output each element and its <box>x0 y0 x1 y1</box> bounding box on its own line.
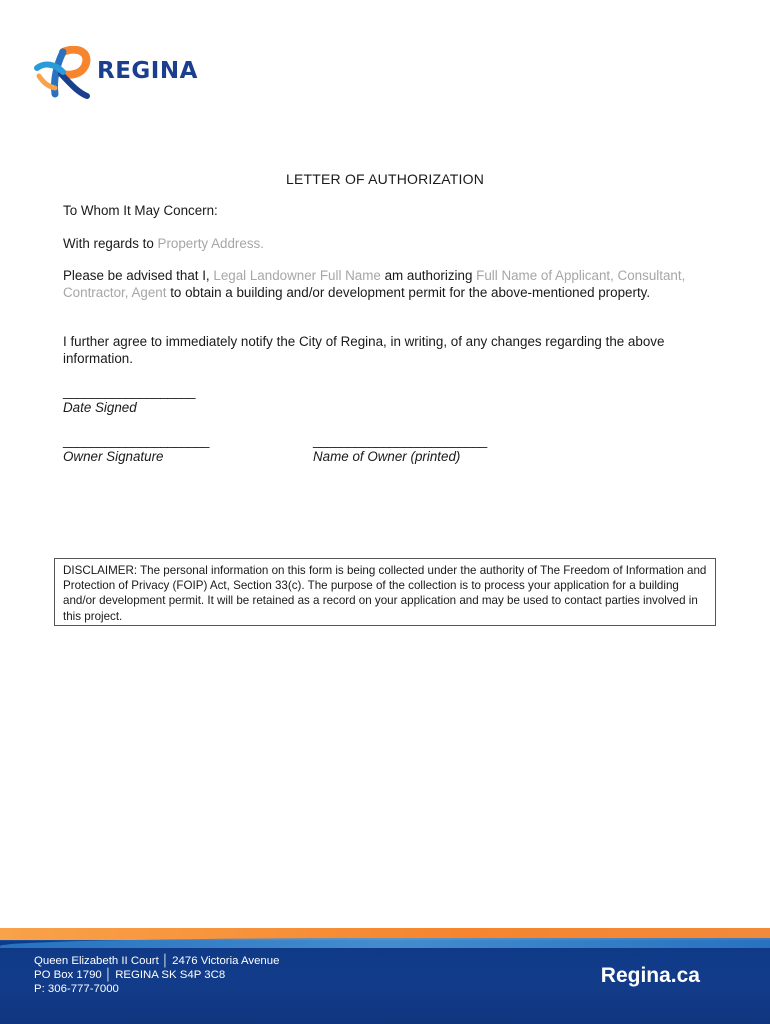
owner-signature-line[interactable]: _____________________ <box>63 433 209 448</box>
phone-line: P: 306-777-7000 <box>34 983 119 995</box>
advised-prefix: Please be advised that I, <box>63 268 214 283</box>
property-address-field[interactable]: Property Address. <box>157 236 264 251</box>
letter-title: LETTER OF AUTHORIZATION <box>285 171 485 187</box>
date-signed-label: Date Signed <box>63 400 137 415</box>
footer-address <box>34 954 279 996</box>
landowner-name-field[interactable]: Legal Landowner Full Name <box>213 268 381 283</box>
authorizing-text: am authorizing <box>380 268 477 283</box>
website-link[interactable]: Regina.ca <box>600 964 700 987</box>
disclaimer-box <box>54 558 716 626</box>
regards-paragraph <box>63 236 703 253</box>
footer-banner <box>0 928 770 1024</box>
city-logo <box>33 46 233 102</box>
salutation: To Whom It May Concern: <box>63 203 218 218</box>
logo-wordmark: REGINA <box>97 58 198 84</box>
agree-paragraph: I further agree to immediately notify the City of Regina, in writing, of any changes regarding the above information. <box>63 334 665 366</box>
advised-suffix: to obtain a building and/or development permit for the above-mentioned property. <box>166 284 651 300</box>
applicant-name-field[interactable]: Full Name of Applicant, Consultant, Contractor, Agent <box>63 268 686 300</box>
footer-blue-wave <box>0 938 770 948</box>
regina-r-logo-icon <box>33 46 95 102</box>
owner-name-label: Name of Owner (printed) <box>313 449 461 464</box>
address-line-1: Queen Elizabeth II Court │ 2476 Victoria Avenue <box>34 955 280 967</box>
date-signed-line[interactable]: ___________________ <box>63 384 195 399</box>
regards-prefix: With regards to <box>63 236 158 251</box>
disclaimer-text: DISCLAIMER: The personal information on this form is being collected under the authority of The Freedom of Information and Protection of Privacy (FOIP) Act, Section 33(c). The purpose of the collection is to process your application for a building and/or development permit. It will be retained as a record on your application and may be used to contact parties involved in this project. <box>63 564 707 623</box>
advised-paragraph <box>63 268 703 301</box>
address-line-2: PO Box 1790 │ REGINA SK S4P 3C8 <box>34 969 226 981</box>
owner-signature-label: Owner Signature <box>63 449 164 464</box>
owner-name-line[interactable]: _________________________ <box>313 433 487 448</box>
